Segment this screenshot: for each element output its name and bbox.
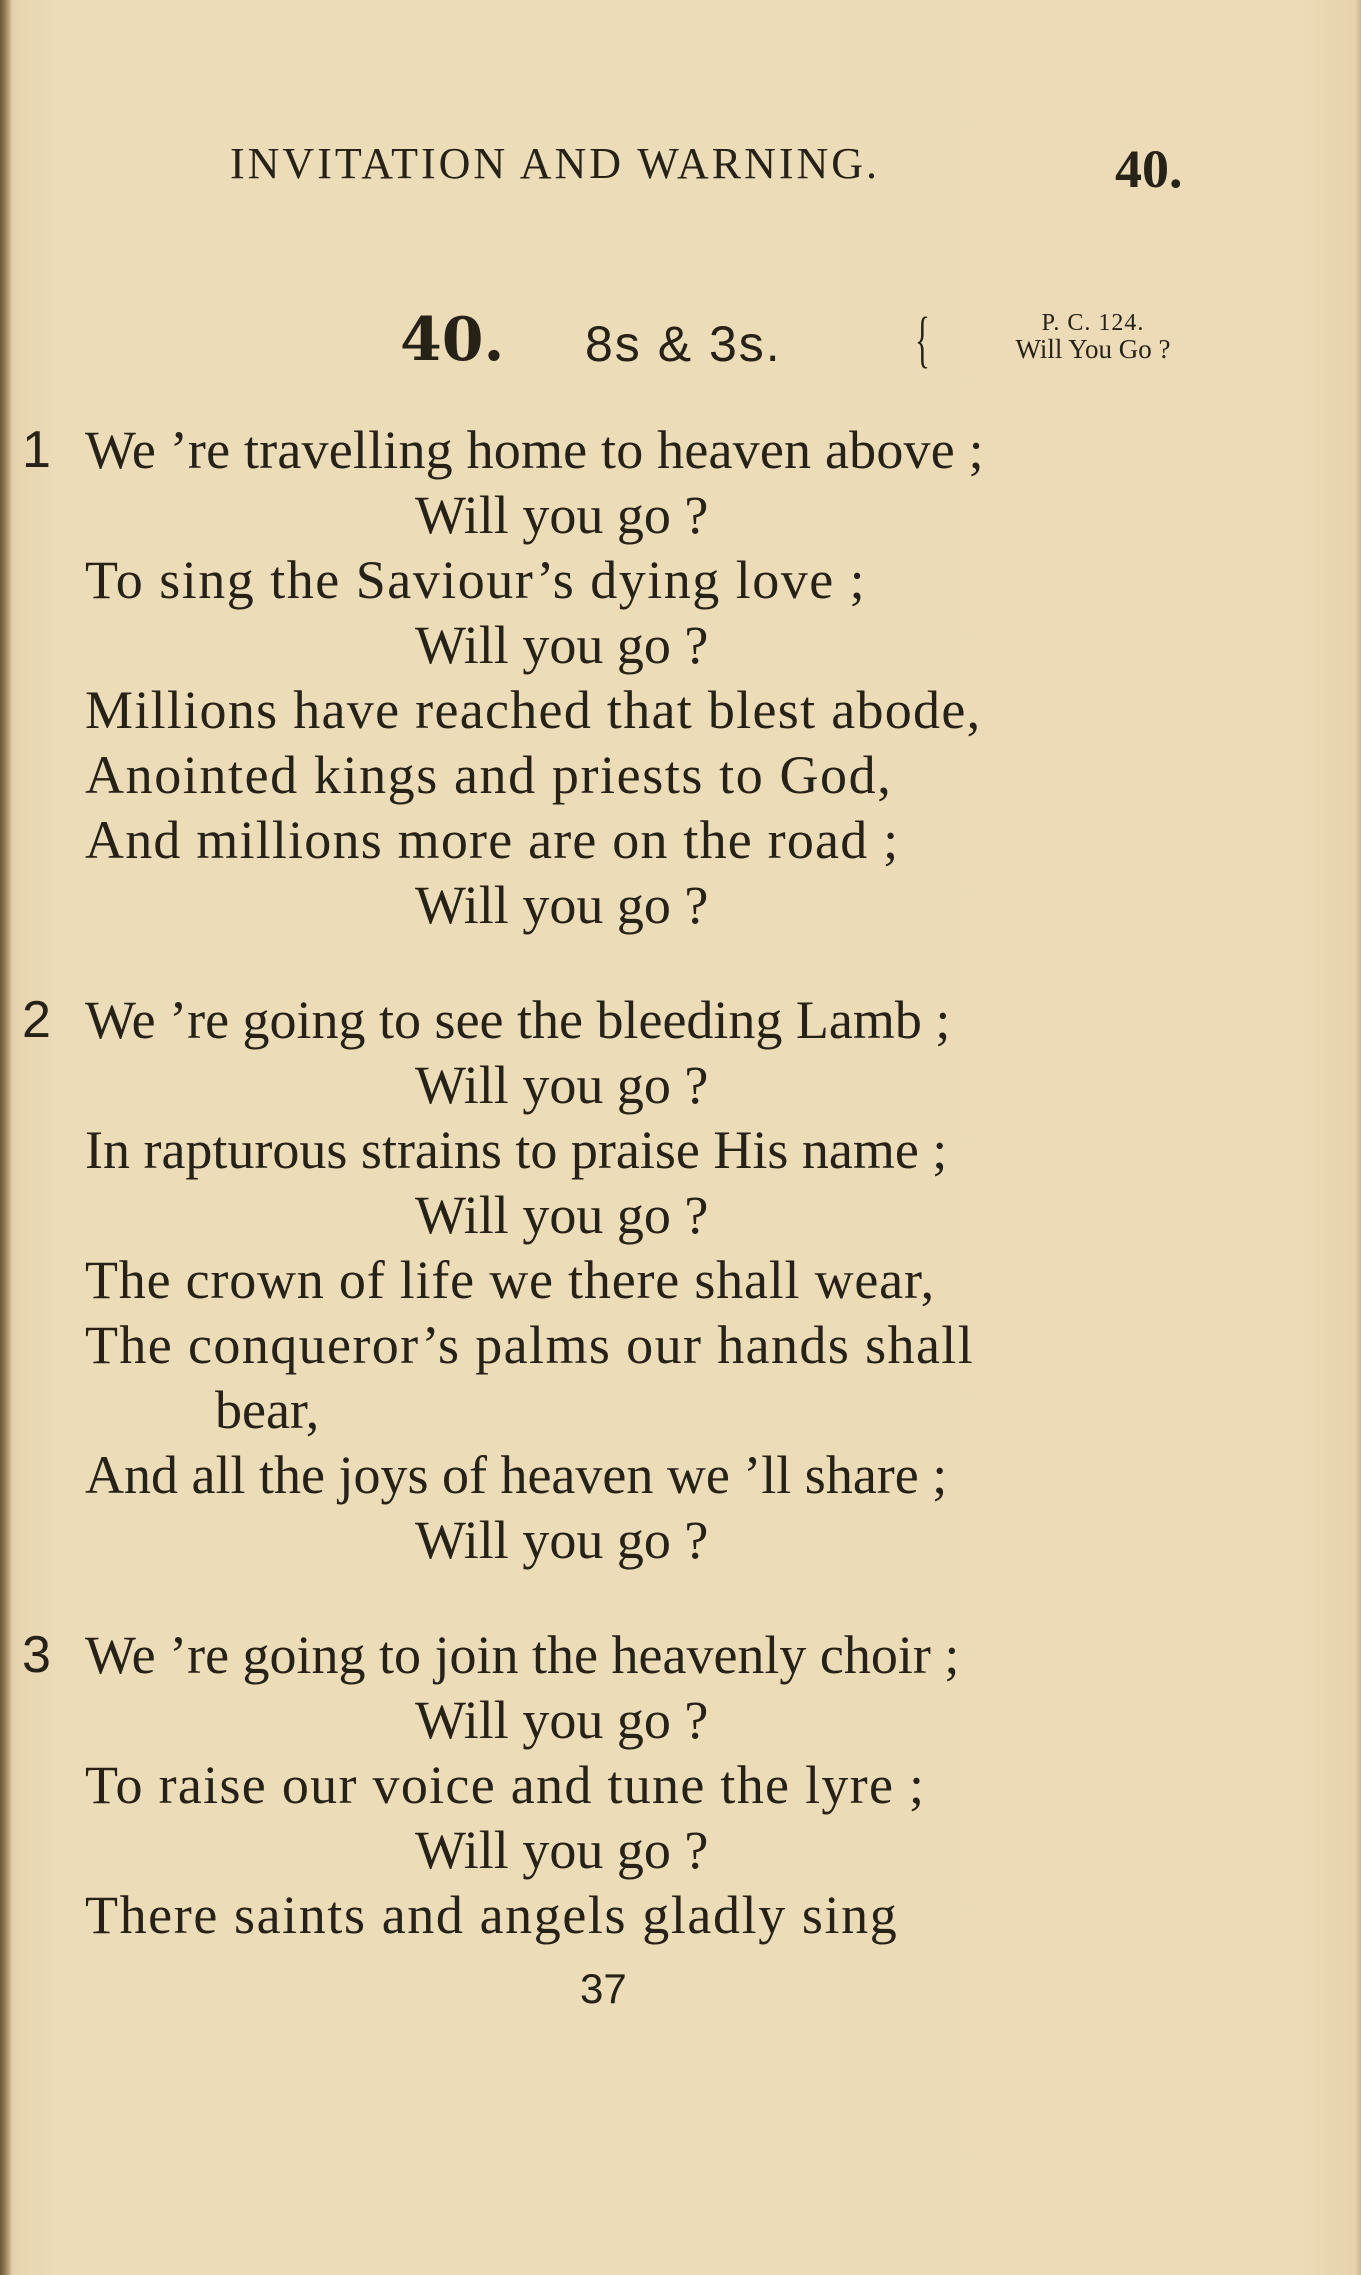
tune-reference-name: Will You Go ? xyxy=(1015,334,1171,364)
page-edge xyxy=(1355,0,1361,2275)
verse-line: The conqueror’s palms our hands shall xyxy=(85,1315,975,1375)
verse-line: And all the joys of heaven we ’ll share ; xyxy=(85,1445,948,1505)
verse-line: We ’re travelling home to heaven above ; xyxy=(85,420,984,480)
refrain-line: Will you go ? xyxy=(415,1690,709,1750)
verse-line: To raise our voice and tune the lyre ; xyxy=(85,1755,926,1815)
tune-reference xyxy=(973,310,1213,362)
page-hymn-number: 40. xyxy=(1115,139,1183,199)
refrain-line: Will you go ? xyxy=(415,615,709,675)
hymn-number: 40. xyxy=(400,305,505,375)
verse-line: To sing the Saviour’s dying love ; xyxy=(85,550,867,610)
refrain-line: Will you go ? xyxy=(415,1055,709,1115)
verse-number: 3 xyxy=(22,1626,51,1684)
page-number: 37 xyxy=(580,1965,627,2012)
refrain-line: Will you go ? xyxy=(415,1185,709,1245)
verse-line: The crown of life we there shall wear, xyxy=(85,1250,935,1310)
refrain-line: Will you go ? xyxy=(415,875,709,935)
verse-line: There saints and angels gladly sing xyxy=(85,1885,899,1945)
verse-line: We ’re going to join the heavenly choir ; xyxy=(85,1625,960,1685)
refrain-line: Will you go ? xyxy=(415,1510,709,1570)
verse-number: 1 xyxy=(22,421,51,479)
verse-line: We ’re going to see the bleeding Lamb ; xyxy=(85,990,951,1050)
hymn-heading xyxy=(400,305,1220,385)
binding-edge xyxy=(0,0,12,2275)
verse-line-continuation: bear, xyxy=(215,1380,320,1440)
hymn-meter: 8s & 3s. xyxy=(585,316,782,372)
verse-line: Millions have reached that blest abode, xyxy=(85,680,982,740)
running-title: INVITATION AND WARNING. xyxy=(230,139,881,188)
verse-line: Anointed kings and priests to God, xyxy=(85,745,893,805)
verse-number: 2 xyxy=(22,991,51,1049)
refrain-line: Will you go ? xyxy=(415,1820,709,1880)
verse-line: In rapturous strains to praise His name ; xyxy=(85,1120,948,1180)
refrain-line: Will you go ? xyxy=(415,485,709,545)
verse-line: And millions more are on the road ; xyxy=(85,810,900,870)
tune-reference-code: P. C. 124. xyxy=(1041,310,1145,336)
brace-glyph: { xyxy=(915,306,930,374)
